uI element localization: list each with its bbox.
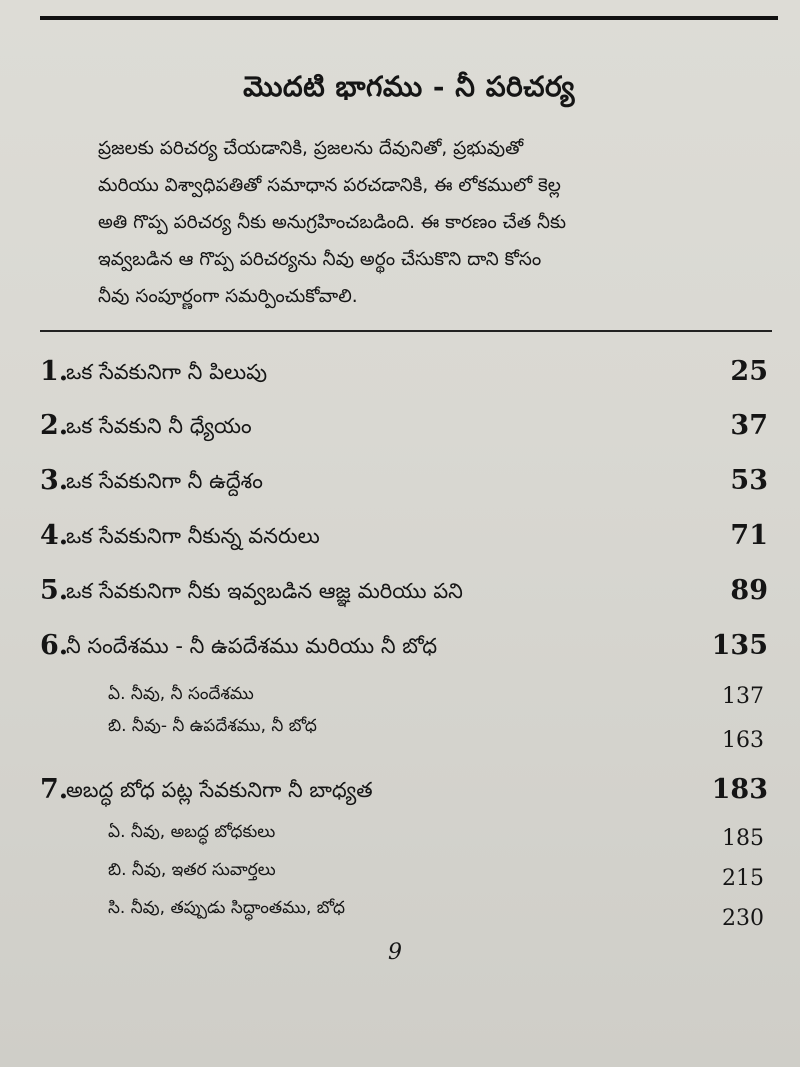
chapter-page: 37 — [730, 410, 768, 441]
toc-subsection-6b[interactable] — [108, 716, 764, 753]
top-rule — [40, 16, 778, 20]
chapter-page: 25 — [730, 356, 768, 387]
chapter-page: 71 — [730, 520, 768, 551]
chapter-title: ఒక సేవకునిగా నీ పిలుపు — [66, 360, 268, 384]
intro-line: నీవు సంపూర్ణంగా సమర్పించుకోవాలి. — [98, 286, 358, 307]
chapter-page: 183 — [711, 774, 768, 805]
toc-chapter-6[interactable] — [40, 630, 768, 670]
subsection-page: 137 — [722, 684, 764, 709]
subsection-title: ఏ. నీవు, అబద్ధ బోధకులు — [108, 822, 276, 842]
intro-line: మరియు విశ్వాధిపతితో సమాధాన పరచడానికి, ఈ లోకములో కెల్ల — [98, 175, 561, 196]
toc-chapter-2[interactable] — [40, 410, 768, 450]
chapter-number: 4. — [40, 520, 69, 551]
toc-chapter-5[interactable] — [40, 575, 768, 615]
chapter-title: ఒక సేవకునిగా నీ ఉద్దేశం — [66, 469, 263, 493]
toc-chapter-7[interactable] — [40, 774, 768, 814]
toc-chapter-4[interactable] — [40, 520, 768, 560]
chapter-number: 6. — [40, 630, 69, 661]
page-number: 9 — [388, 940, 402, 965]
toc-subsection-7b[interactable] — [108, 860, 764, 892]
subsection-page: 215 — [722, 866, 764, 891]
chapter-number: 1. — [40, 356, 69, 387]
chapter-number: 5. — [40, 575, 69, 606]
chapter-title: ఒక సేవకుని నీ ధ్యేయం — [66, 414, 252, 438]
subsection-title: ఏ. నీవు, నీ సందేశము — [108, 684, 254, 704]
subsection-page: 185 — [722, 826, 764, 851]
chapter-number: 7. — [40, 774, 69, 805]
intro-line: ఇవ్వబడిన ఆ గొప్ప పరిచర్యను నీవు అర్థం చేసుకొని దాని కోసం — [98, 249, 542, 270]
part-title: మొదటి భాగము - నీ పరిచర్య — [243, 70, 575, 103]
chapter-title: ఒక సేవకునిగా నీకున్న వనరులు — [66, 524, 320, 548]
chapter-title: నీ సందేశము - నీ ఉపదేశము మరియు నీ బోధ — [66, 634, 438, 658]
intro-paragraph — [98, 130, 748, 315]
chapter-title: అబద్ధ బోధ పట్ల సేవకునిగా నీ బాధ్యత — [66, 778, 373, 802]
toc-subsection-6a[interactable] — [108, 684, 764, 716]
chapter-page: 53 — [730, 465, 768, 496]
toc-subsection-7c[interactable] — [108, 898, 764, 930]
chapter-page: 89 — [730, 575, 768, 606]
subsection-title: బి. నీవు- నీ ఉపదేశము, నీ బోధ — [108, 716, 317, 736]
intro-line: అతి గొప్ప పరిచర్య నీకు అనుగ్రహించబడింది. ఈ కారణం చేత నీకు — [98, 212, 567, 233]
chapter-number: 2. — [40, 410, 69, 441]
intro-line: ప్రజలకు పరిచర్య చేయడానికి, ప్రజలను దేవునితో, ప్రభువుతో — [98, 138, 524, 159]
subsection-title: బి. నీవు, ఇతర సువార్తలు — [108, 860, 276, 880]
chapter-page: 135 — [711, 630, 768, 661]
subsection-page: 163 — [722, 728, 764, 753]
toc-chapter-1[interactable] — [40, 356, 768, 396]
toc-subsection-7a[interactable] — [108, 822, 764, 854]
subsection-page: 230 — [722, 906, 764, 931]
chapter-number: 3. — [40, 465, 69, 496]
subsection-title: సి. నీవు, తప్పుడు సిద్ధాంతము, బోధ — [108, 898, 345, 918]
toc-chapter-3[interactable] — [40, 465, 768, 505]
section-rule — [40, 330, 772, 332]
chapter-title: ఒక సేవకునిగా నీకు ఇవ్వబడిన ఆజ్ఞ మరియు పని — [66, 579, 463, 603]
